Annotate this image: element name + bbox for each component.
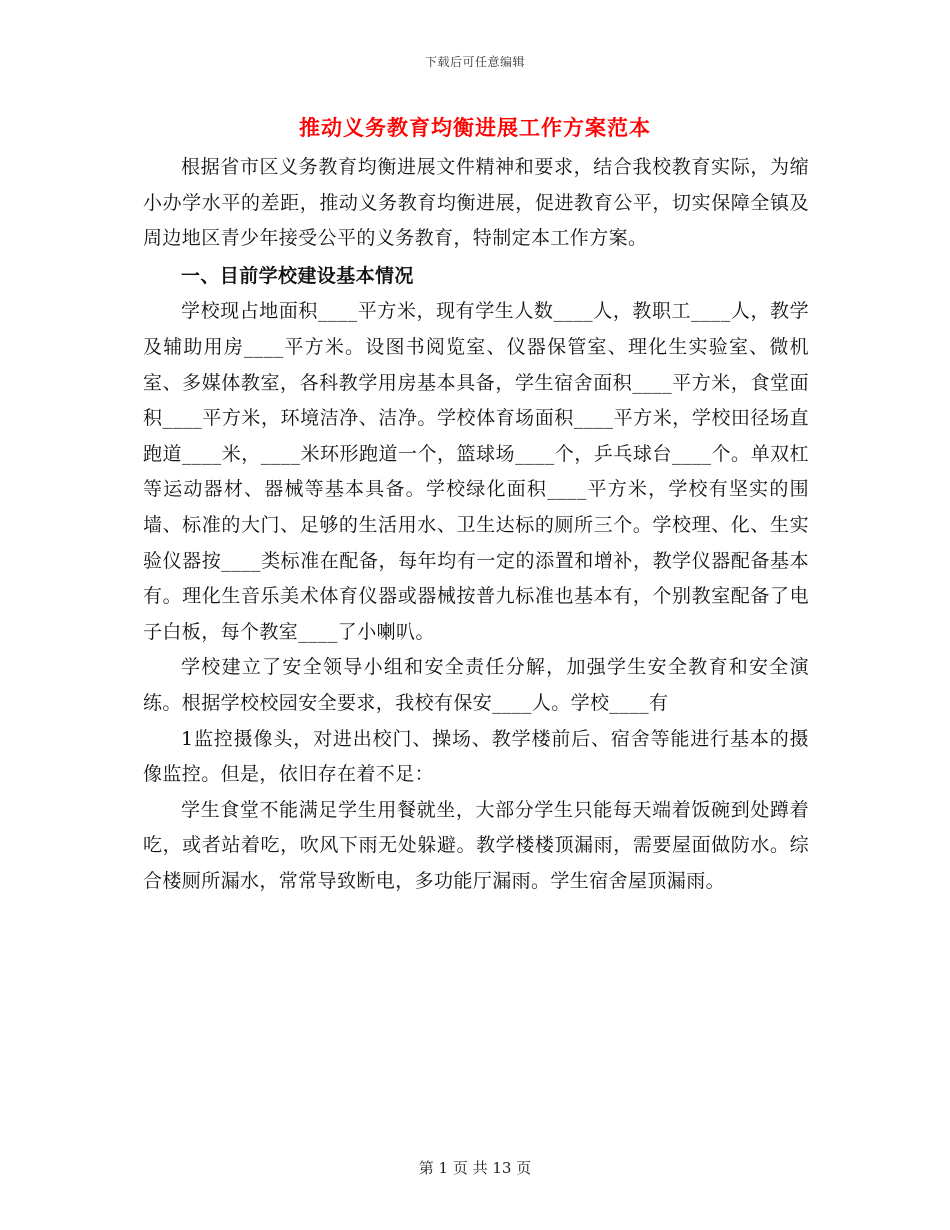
page-number: 第 1 页 共 13 页 xyxy=(418,1159,532,1177)
intro-paragraph: 根据省市区义务教育均衡进展文件精神和要求，结合我校教育实际，为缩小办学水平的差距，推动义务教育均衡进展，促进教育公平，切实保障全镇及周边地区青少年接受公平的义务教育，特制定本工作方案。 xyxy=(143,156,809,250)
facilities-paragraph: 学校现占地面积____平方米，现有学生人数____人，教职工____人，教学及辅助用房____平方米。设图书阅览室、仪器保管室、理化生实验室、微机室、多媒体教室，各科教学用房基本具备，学生宿舍面积____平方米，食堂面积____平方米，环境洁净、洁净。学校体育场面积____平方米，学校田径场直跑道____米，____米环形跑道一个，篮球场____个，乒乓球台____个。单双杠等运动器材、器械等基本具备。学校绿化面积____平方米，学校有坚实的围墙、标准的大门、足够的生活用水、卫生达标的厕所三个。学校理、化、生实验仪器按____类标准在配备，每年均有一定的添置和增补，教学仪器配备基本有。理化生音乐美术体育仪器或器械按普九标准也基本有，个别教室配备了电子白板，每个教室____了小喇叭。 xyxy=(143,300,809,643)
monitoring-paragraph: 1监控摄像头，对进出校门、操场、教学楼前后、宿舍等能进行基本的摄像监控。但是，依旧存在着不足： xyxy=(143,727,809,786)
safety-paragraph: 学校建立了安全领导小组和安全责任分解，加强学生安全教育和安全演练。根据学校校园安全要求，我校有保安____人。学校____有 xyxy=(143,656,809,714)
shortcomings-paragraph: 学生食堂不能满足学生用餐就坐，大部分学生只能每天端着饭碗到处蹲着吃，或者站着吃，吹风下雨无处躲避。教学楼楼顶漏雨，需要屋面做防水。综合楼厕所漏水，常常导致断电，多功能厅漏雨。学生宿舍屋顶漏雨。 xyxy=(143,798,809,892)
document-body xyxy=(143,150,809,899)
document-title: 推动义务教育均衡进展工作方案范本 xyxy=(299,115,651,140)
section-heading: 一、目前学校建设基本情况 xyxy=(181,264,414,287)
header-note: 下载后可任意编辑 xyxy=(424,55,525,69)
